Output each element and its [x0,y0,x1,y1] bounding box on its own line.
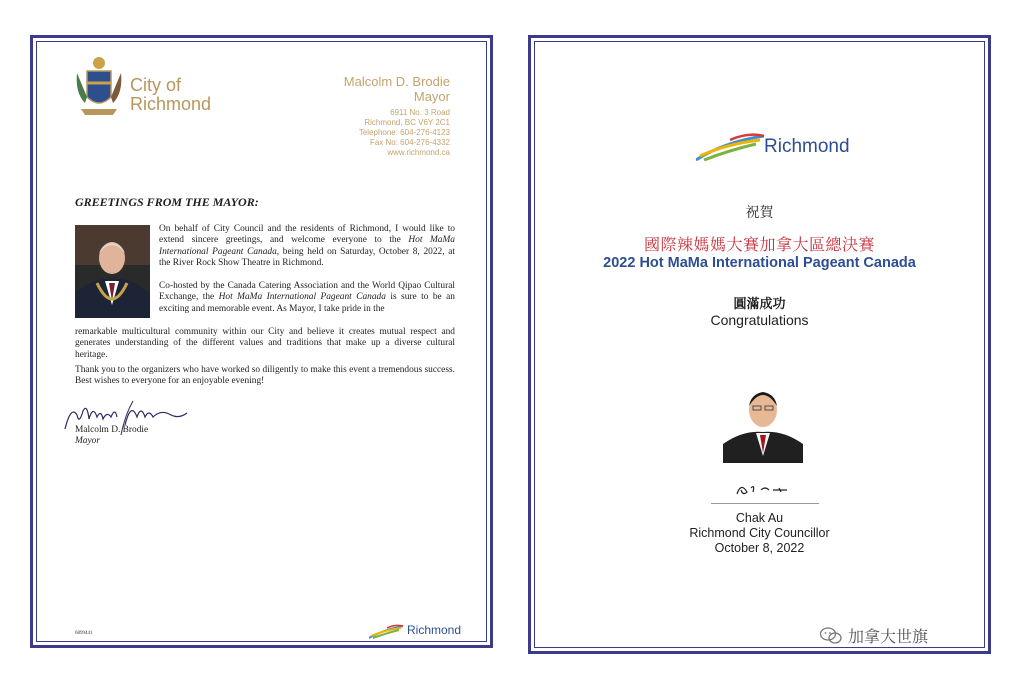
watermark: 加拿大世旗 [820,624,928,647]
signing-date: October 8, 2022 [714,541,805,555]
signer-name: Malcolm D. Brodie [75,425,149,435]
councillor-congrats-page [528,35,991,654]
signer-role: Richmond City Councillor [689,526,830,540]
richmond-swoosh-icon [369,624,405,640]
greeting-heading: GREETINGS FROM THE MAYOR: [75,195,259,209]
mayor-signer-block [75,425,148,447]
congrats-zh: 祝賀 [745,205,774,221]
wechat-icon [820,627,842,645]
signature-line [711,503,819,504]
signer-name: Chak Au [735,511,784,525]
councillor-signer-block [531,511,988,556]
mayor-title: Mayor [413,89,450,104]
letter-paragraph-3: remarkable multicultural community within our City and believe it creates mutual respect and generates understanding of the different values and traditions that make up a diverse cultural heritage. [75,327,455,360]
mayor-name: Malcolm D. Brodie [343,74,450,89]
mayor-letter-page [30,35,493,648]
mayor-photo [75,225,150,318]
success-zh: 圓滿成功 [733,297,786,312]
city-logo-text: City of Richmond [130,75,212,114]
address-line: Richmond, BC V6Y 2C1 [364,118,450,127]
event-title-zh: 國際辣媽媽大賽加拿大區總決賽 [643,235,875,254]
address-line: 6911 No. 3 Road [390,108,450,117]
councillor-signature [731,478,801,500]
website: www.richmond.ca [387,148,450,157]
event-title-en: 2022 Hot MaMa International Pageant Canada [603,255,916,271]
document-number: 6899441 [75,631,93,636]
richmond-logo: Richmond [696,128,846,166]
mayor-letterhead [344,74,450,158]
city-crest-icon [73,53,125,117]
councillor-photo [723,378,803,463]
richmond-swoosh-icon [696,132,766,162]
letter-paragraph-1: On behalf of City Council and the residents of Richmond, I would like to extend sincere greetings, and welcome everyone to the Hot MaMa International Pageant Canada, being held on Saturday, October 8, 2022, at the River Rock Show Theatre in Richmond. [159,224,455,268]
letter-paragraph-4: Thank you to the organizers who have worked so diligently to make this event a tremendous success. Best wishes to everyone for an enjoyable evening! [75,365,455,387]
richmond-footer-logo: Richmond [369,621,459,643]
fax: Fax No: 604-276-4332 [369,138,450,147]
telephone: Telephone: 604-276-4123 [358,128,450,137]
signer-role: Mayor [75,436,100,446]
letter-paragraph-2: Co-hosted by the Canada Catering Association and the World Qipao Cultural Exchange, the Hot MaMa International Pageant Canada is sure to be an exciting and memorable event. As Mayor, I take pride in the [159,281,455,314]
success-en: Congratulations [710,312,809,328]
